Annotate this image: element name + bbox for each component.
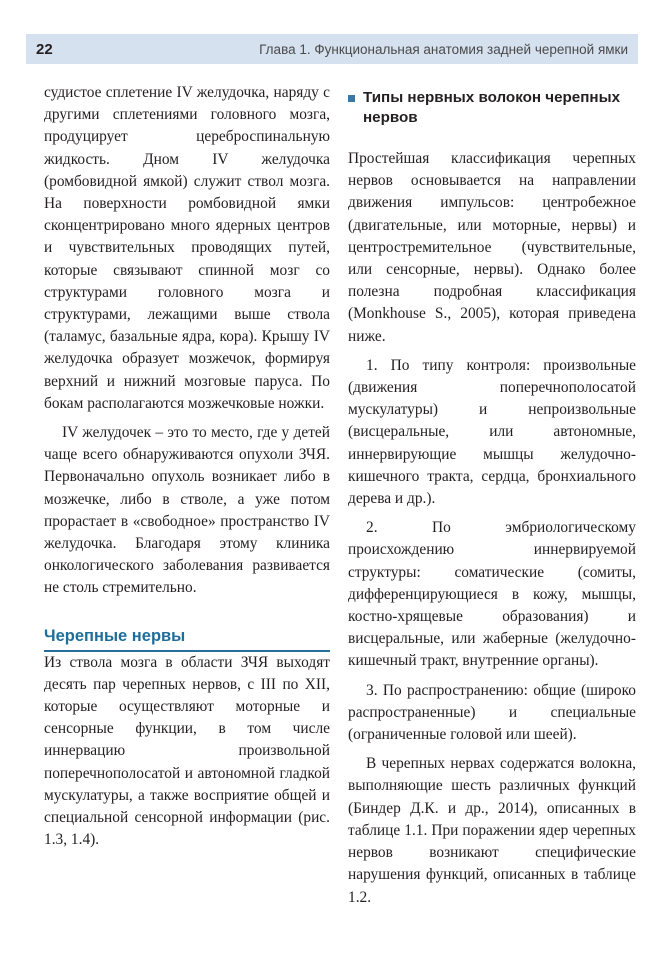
right-paragraph-4: 3. По распространению: общие (широко распространенные) и специальные (ограниченные головой или шеей). [348, 681, 636, 744]
section-cranial-nerves [44, 627, 330, 652]
right-body [348, 148, 636, 909]
left-paragraph-1: судистое сплетение IV желудочка, наряду с другими сплетениями головного мозга, продуцирует цереброспинальную жидкость. Дном IV желудочка (ромбовидной ямкой) служит ствол мозга. На поверхности ромбовидной ямки сконцентрировано много ядерных центров и чувствительных проводящих путей, которые связывают спинной мозг со структурами головного мозга и структурами, лежащими выше ствола (таламус, базальные ядра, кора). Крышу IV желудочка образует мозжечок, формируя верхний и нижний мозговые паруса. По бокам располагаются мозжечковые ножки. [44, 84, 330, 412]
running-header [26, 34, 638, 64]
left-column [44, 82, 330, 852]
running-title: Глава 1. Функциональная анатомия задней черепной ямки [259, 41, 628, 57]
right-paragraph-3: 2. По эмбриологическому происхождению иннервируемой структуры: соматические (сомиты, дифференцирующиеся в кожу, мышцы, костно-хрящевые образования) и висцеральные, или жаберные (желудочно-кишечный тракт, внутренние органы). [348, 519, 636, 670]
section-title: Черепные нервы [44, 626, 186, 645]
square-bullet-icon [348, 95, 355, 102]
page-number: 22 [36, 40, 53, 58]
left-paragraph-2: IV желудочек – это то место, где у детей чаще всего обнаруживаются опухоли ЗЧЯ. Первоначально опухоль возникает либо в мозжечке, либо в стволе, а уже потом прорастает в «свободное» пространство IV желудочка. Благодаря этому клиника онкологического заболевания развивается не столь стремительно. [44, 424, 330, 597]
subsection-heading [348, 88, 636, 128]
left-paragraph-3: Из ствола мозга в области ЗЧЯ выходят десять пар черепных нервов, с III по XII, которые осуществляют моторные и сенсорные функции, в том числе иннервацию произвольной поперечнополосатой и автономной гладкой мускулатуры, а также восприятие общей и специальной сенсорной информации (рис. 1.3, 1.4). [44, 653, 330, 849]
right-paragraph-5: В черепных нервах содержатся волокна, выполняющие шесть различных функций (Биндер Д.К. и др., 2014), описанных в таблице 1.1. При поражении ядер черепных нервов возникают специфические нарушения функций, описанных в таблице 1.2. [348, 755, 636, 906]
subsection-title: Типы нервных волокон черепных нервов [363, 89, 621, 126]
right-column [348, 82, 636, 909]
right-paragraph-1: Простейшая классификация черепных нервов основывается на направлении движения импульсов: центробежное (двигательные, или моторные, нервы) и центростремительное (чувствительные, или сенсорные, нервы). Однако более полезна подробная классификация (Monkhouse S., 2005), которая приведена ниже. [348, 150, 636, 345]
right-paragraph-2: 1. По типу контроля: произвольные (движения поперечнополосатой мускулатуры) и непроизвольные (висцеральные, или автономные, иннервирующие мышцы желудочно-кишечного тракта, сердца, бронхиального дерева и др.). [348, 356, 636, 508]
